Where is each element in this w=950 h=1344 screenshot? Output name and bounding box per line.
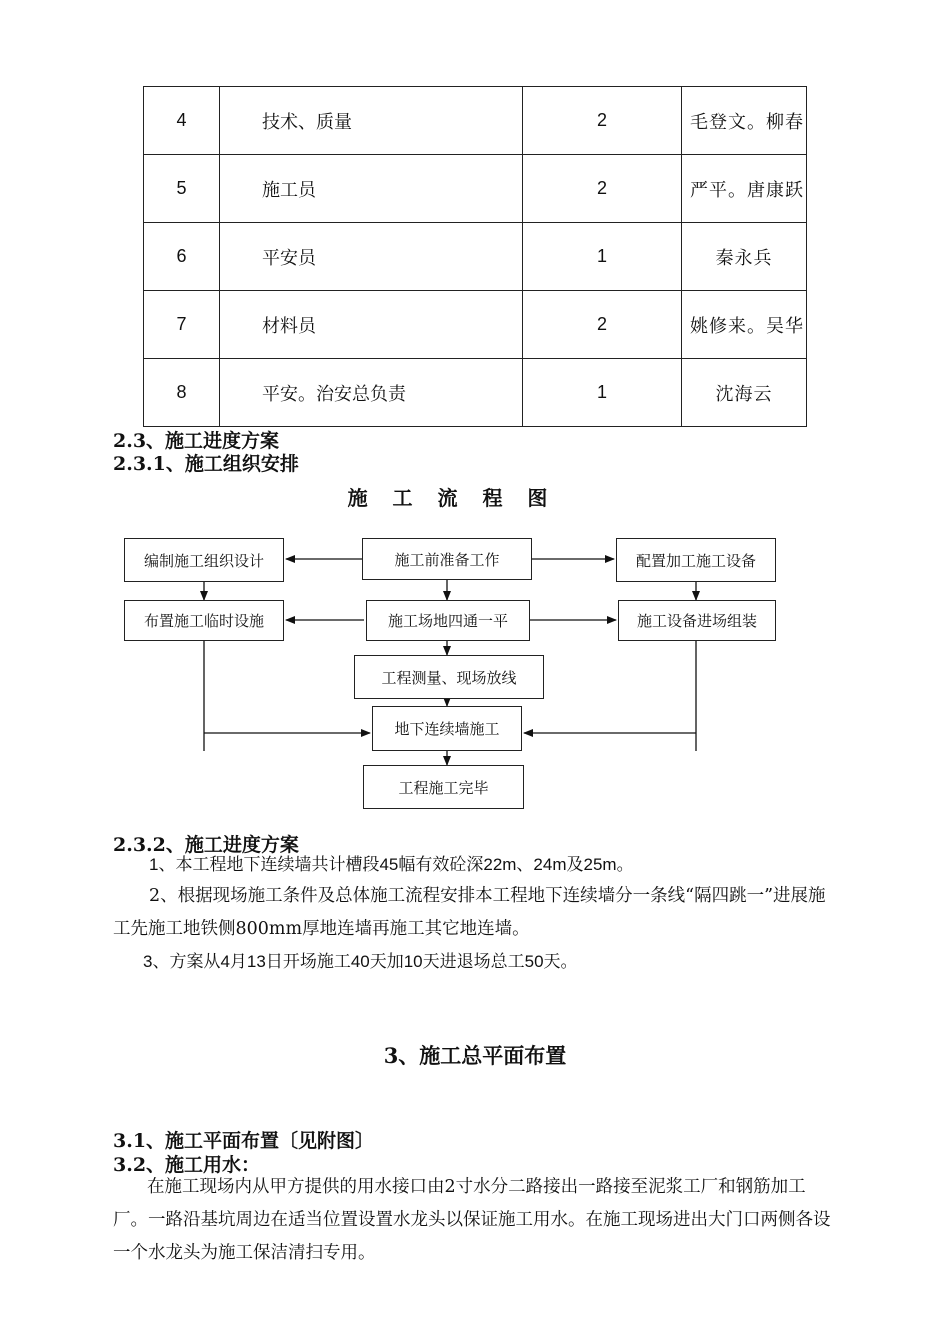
row-names: 严平。唐康跃 [682,155,807,223]
heading-2-3: 2.3、施工进度方案 [113,430,280,452]
row-names: 沈海云 [682,359,807,427]
row-role: 施工员 [220,155,523,223]
water-paragraph: 在施工现场内从甲方提供的用水接口由2寸水分二路接出一路接至泥浆工厂和钢筋加工厂。一路沿基坑周边在适当位置设置水龙头以保证施工用水。在施工现场进出大门口两侧各设一个水龙头为施工保洁清扫专用。 [113,1177,831,1263]
flow-box-equip-config: 配置加工施工设备 [616,538,776,582]
section-title-3: 3、施工总平面布置 [383,1043,567,1068]
row-number: 4 [144,87,220,155]
row-role: 平安员 [220,223,523,291]
flow-box-temp-facilities: 布置施工临时设施 [124,600,284,641]
row-role: 材料员 [220,291,523,359]
heading-2-3-1: 2.3.1、施工组织安排 [113,453,299,475]
row-count: 1 [523,223,682,291]
heading-2-3-2: 2.3.2、施工进度方案 [113,834,299,856]
row-count: 1 [523,359,682,427]
flow-box-equip-install: 施工设备进场组装 [618,600,776,641]
row-names: 毛登文。柳春 [682,87,807,155]
row-names: 姚修来。吴华 [682,291,807,359]
row-count: 2 [523,291,682,359]
row-role: 技术、质量 [220,87,523,155]
row-count: 2 [523,155,682,223]
flow-box-design: 编制施工组织设计 [124,538,284,582]
flow-box-site: 施工场地四通一平 [366,600,530,641]
row-number: 7 [144,291,220,359]
flow-box-wall: 地下连续墙施工 [372,706,522,751]
row-count: 2 [523,87,682,155]
flowchart-title: 施 工 流 程 图 [347,486,557,510]
schedule-paragraph-1: 1、本工程地下连续墙共计槽段45幅有效砼深22m、24m及25m。 [149,855,634,874]
flow-box-complete: 工程施工完毕 [363,765,524,809]
row-number: 6 [144,223,220,291]
flow-box-survey: 工程测量、现场放线 [354,655,544,699]
row-role: 平安。治安总负责 [220,359,523,427]
schedule-paragraph-3: 3、方案从4月13日开场施工40天加10天进退场总工50天。 [143,952,578,971]
flow-box-prep: 施工前准备工作 [362,538,532,580]
row-number: 8 [144,359,220,427]
schedule-paragraph-2: 2、根据现场施工条件及总体施工流程安排本工程地下连续墙分一条线“隔四跳一”进展施工先施工地铁侧800mm厚地连墙再施工其它地连墙。 [113,886,826,939]
row-number: 5 [144,155,220,223]
heading-3-2: 3.2、施工用水： [113,1154,261,1176]
heading-3-1: 3.1、施工平面布置〔见附图〕 [113,1130,375,1152]
row-names: 秦永兵 [682,223,807,291]
